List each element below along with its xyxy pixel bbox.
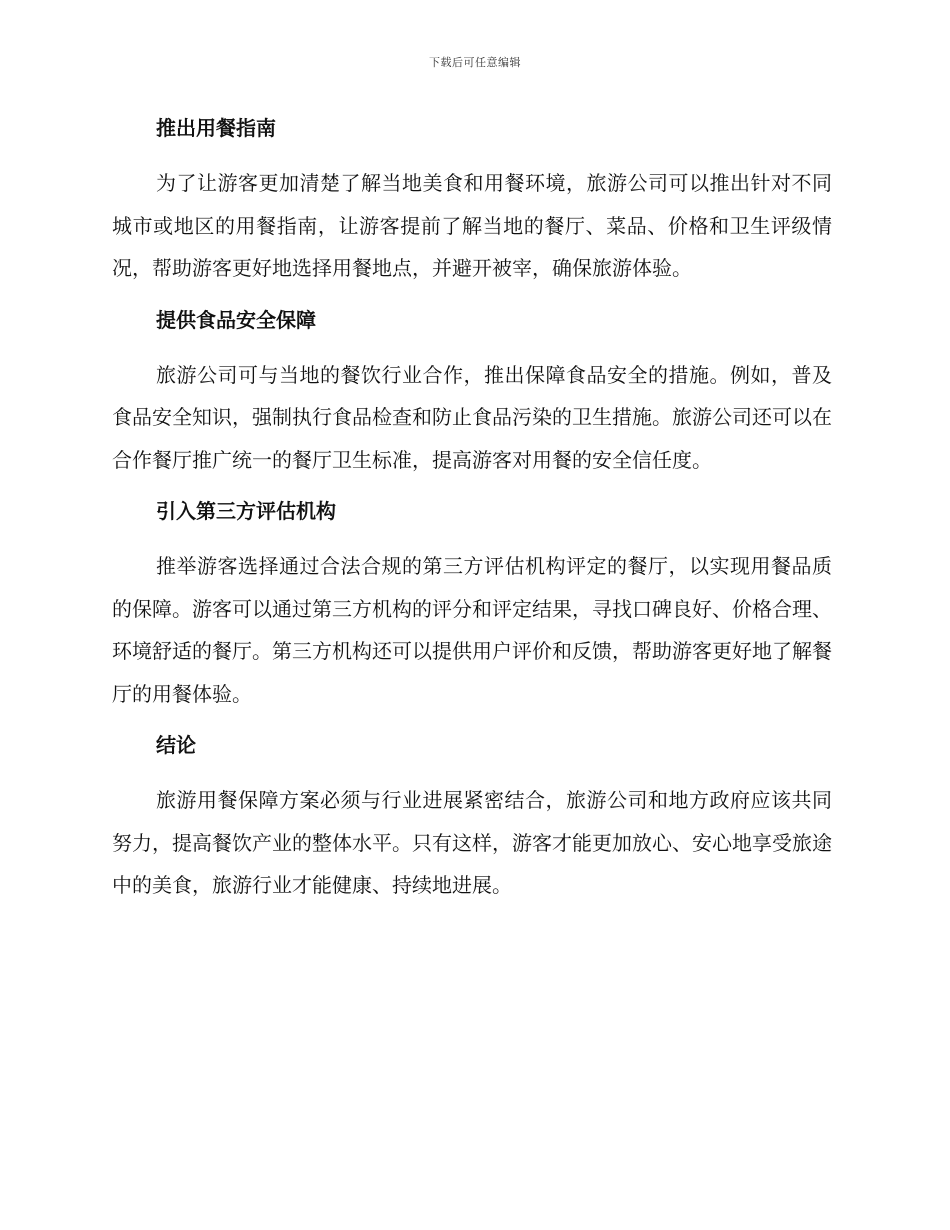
header-note: 下载后可任意编辑 — [429, 56, 521, 69]
document-body — [112, 108, 832, 917]
section-conclusion — [112, 725, 832, 907]
section-heading: 提供食品安全保障 — [156, 307, 316, 332]
section-heading: 推出用餐指南 — [156, 116, 276, 140]
section-dining-guide — [112, 108, 832, 290]
section-heading: 结论 — [156, 733, 196, 757]
section-third-party — [112, 491, 832, 715]
section-paragraph: 旅游用餐保障方案必须与行业进展紧密结合，旅游公司和地方政府应该共同努力，提高餐饮产业的整体水平。只有这样，游客才能更加放心、安心地享受旅途中的美食，旅游行业才能健康、持续地进展。 — [112, 788, 832, 897]
section-paragraph: 为了让游客更加清楚了解当地美食和用餐环境，旅游公司可以推出针对不同城市或地区的用餐指南，让游客提前了解当地的餐厅、菜品、价格和卫生评级情况，帮助游客更好地选择用餐地点，并避开被宰，确保旅游体验。 — [112, 171, 832, 280]
section-paragraph: 旅游公司可与当地的餐饮行业合作，推出保障食品安全的措施。例如，普及食品安全知识，强制执行食品检查和防止食品污染的卫生措施。旅游公司还可以在合作餐厅推广统一的餐厅卫生标准，提高游客对用餐的安全信任度。 — [112, 362, 832, 472]
section-food-safety — [112, 300, 832, 482]
section-heading: 引入第三方评估机构 — [156, 499, 336, 523]
section-paragraph: 推举游客选择通过合法合规的第三方评估机构评定的餐厅，以实现用餐品质的保障。游客可以通过第三方机构的评分和评定结果，寻找口碑良好、价格合理、环境舒适的餐厅。第三方机构还可以提供用户评价和反馈，帮助游客更好地了解餐厅的用餐体验。 — [112, 554, 832, 706]
